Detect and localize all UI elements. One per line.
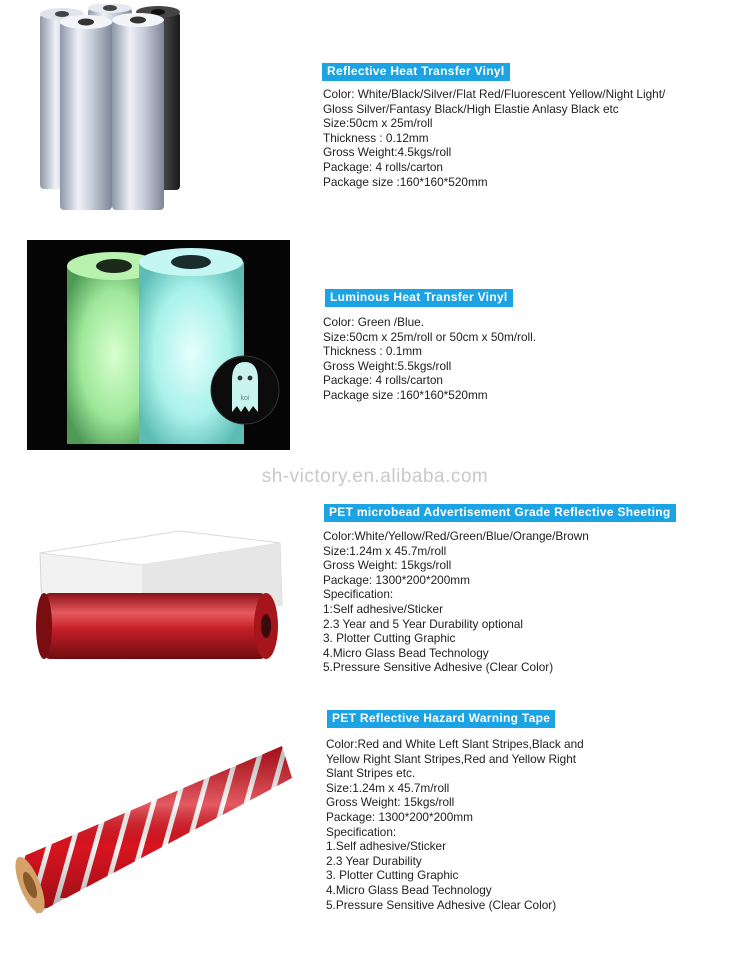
spec-line: 5.Pressure Sensitive Adhesive (Clear Color): [323, 660, 554, 675]
product-spec-list: [323, 87, 665, 189]
spec-line: Package size :160*160*520mm: [323, 174, 488, 189]
spec-line: Size:1.24m x 45.7m/roll: [323, 543, 447, 558]
product-spec-list: [323, 315, 536, 403]
spec-line: 3. Plotter Cutting Graphic: [326, 868, 459, 883]
spec-line: Thickness : 0.1mm: [323, 344, 422, 359]
hazard-tape-roll-image: [10, 738, 295, 918]
product-section-reflective-sheeting: [0, 495, 750, 695]
watermark-text: sh-victory.en.alibaba.com: [261, 466, 489, 487]
product-title: PET Reflective Hazard Warning Tape: [327, 710, 555, 728]
spec-line: Specification:: [326, 824, 397, 839]
product-title: PET microbead Advertisement Grade Reflective Sheeting: [324, 504, 676, 522]
spec-line: Size:50cm x 25m/roll or 50cm x 50m/roll.: [323, 329, 537, 344]
spec-line: Gloss Silver/Fantasy Black/High Elastie Anlasy Black etc: [323, 101, 619, 116]
product-title: Luminous Heat Transfer Vinyl: [325, 289, 513, 307]
spec-line: 1:Self adhesive/Sticker: [323, 601, 443, 616]
spec-line: Thickness : 0.12mm: [323, 130, 429, 145]
spec-line: Gross Weight:5.5kgs/roll: [323, 358, 452, 373]
luminous-vinyl-rolls-image: [27, 240, 290, 450]
spec-line: 2.3 Year and 5 Year Durability optional: [323, 616, 524, 631]
product-spec-list: [326, 737, 584, 912]
spec-line: Gross Weight: 15kgs/roll: [323, 558, 452, 573]
spec-line: Package size :160*160*520mm: [323, 387, 488, 402]
spec-line: Gross Weight:4.5kgs/roll: [323, 145, 452, 160]
spec-line: Package: 1300*200*200mm: [326, 809, 473, 824]
spec-line: 2.3 Year Durability: [326, 853, 422, 868]
spec-line: 4.Micro Glass Bead Technology: [326, 882, 492, 897]
spec-line: 3. Plotter Cutting Graphic: [323, 631, 456, 646]
product-section-luminous-vinyl: [0, 230, 750, 460]
spec-line: Yellow Right Slant Stripes,Red and Yellow Right: [326, 751, 577, 766]
spec-line: Package: 1300*200*200mm: [323, 572, 470, 587]
spec-line: Package: 4 rolls/carton: [323, 159, 443, 174]
product-title: Reflective Heat Transfer Vinyl: [322, 63, 510, 81]
spec-line: Size:1.24m x 45.7m/roll: [326, 780, 450, 795]
spec-line: 4.Micro Glass Bead Technology: [323, 645, 489, 660]
reflective-vinyl-rolls-image: [30, 4, 190, 214]
spec-line: Color: Green /Blue.: [323, 315, 424, 329]
spec-line: Specification:: [323, 587, 394, 602]
spec-line: Package: 4 rolls/carton: [323, 373, 443, 388]
spec-line: Color:Red and White Left Slant Stripes,Black and: [326, 737, 584, 751]
ghost-text: koi: [240, 395, 250, 402]
spec-line: Color: White/Black/Silver/Flat Red/Fluorescent Yellow/Night Light/: [323, 87, 666, 101]
spec-line: 1.Self adhesive/Sticker: [326, 839, 446, 854]
reflective-sheeting-roll-image: [30, 525, 288, 675]
spec-line: Slant Stripes etc.: [326, 766, 416, 781]
spec-line: Color:White/Yellow/Red/Green/Blue/Orange/Brown: [323, 529, 589, 543]
product-section-reflective-vinyl: [0, 0, 750, 230]
spec-line: Gross Weight: 15kgs/roll: [326, 795, 455, 810]
product-spec-list: [323, 529, 589, 675]
spec-line: Size:50cm x 25m/roll: [323, 116, 433, 131]
product-section-hazard-tape: [0, 700, 750, 960]
spec-line: 5.Pressure Sensitive Adhesive (Clear Color): [326, 897, 557, 912]
